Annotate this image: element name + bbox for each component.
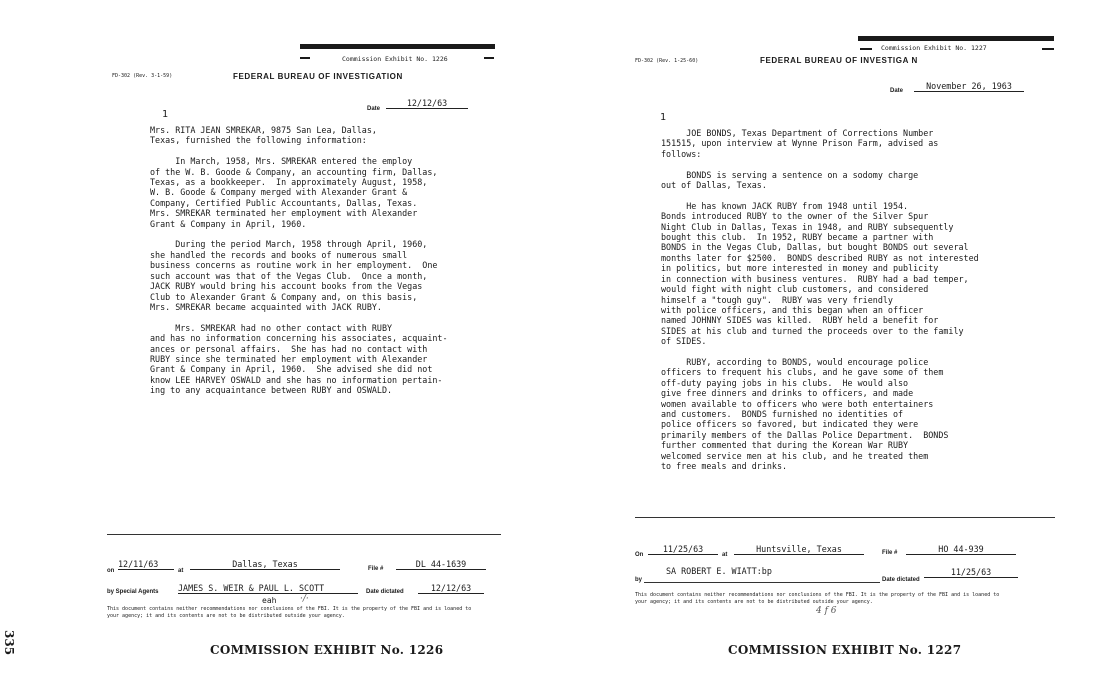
exhibit-footer-title: COMMISSION EXHIBIT No. 1227 — [728, 643, 962, 657]
date-label: Date — [367, 106, 381, 112]
dash-mark — [484, 57, 494, 59]
dash-mark — [1042, 48, 1054, 50]
report-body: JOE BONDS, Texas Department of Corrections Number 151515, upon interview at Wynne Prison Farm, advised as follows: BONDS is serving a sentence on a sodomy charge out of Dallas, Texas. He has known JACK RUBY from 1948 until 1954. Bonds introduced RUBY to the owner of the Silver Spur Night Club in Dallas, Texas in 1948, and RUBY subsequently bought this club. In 1952, RUBY became a partner with BONDS in the Vegas Club, Dallas, but bought BONDS out several months later for $2500. BONDS described RUBY as not interested in politics, but more interested in money and publicity in connection with business ventures. RUBY had a bad temper, would fight with night club customers, and considered himself a "tough guy". RUBY was very friendly with police officers, and this began when an officer named JOHNNY SIDES was killed. RUBY held a benefit for SIDES at his club and turned the proceeds over to the family of SIDES. RUBY, according to BONDS, would encourage police officers to frequent his clubs, and he gave some of them off-duty paying jobs in his clubs. He would also give free dinners and drinks to officers, and made women available to officers who were both entertainers and customers. BONDS furnished no identities of police officers so favored, but indicated they were primarily members of the Dallas Police Department. BONDS further commented that during the Korean War RUBY welcomed service men at his club, and he treated them to free meals and drinks. — [661, 128, 979, 471]
on-label: on — [107, 568, 115, 574]
exhibit-footer-title: COMMISSION EXHIBIT No. 1226 — [210, 643, 444, 657]
date-dictated: 11/25/63 — [924, 567, 1018, 578]
bureau-header: FEDERAL BUREAU OF INVESTIGATION — [233, 72, 403, 81]
separator-line — [635, 517, 1055, 518]
form-number: FD-302 (Rev. 1-25-60) — [635, 58, 699, 64]
disclaimer-line-2: your agency; it and its contents are not to be distributed outside your agency. — [635, 599, 873, 605]
report-date: 12/12/63 — [386, 98, 468, 109]
page-number: 335 — [2, 630, 16, 656]
exhibit-stamp: Commission Exhibit No. 1227 — [881, 44, 987, 52]
separator-line — [107, 534, 501, 535]
file-label: File # — [368, 566, 384, 572]
exhibit-stamp: Commission Exhibit No. 1226 — [342, 55, 448, 63]
date-dictated: 12/12/63 — [418, 583, 484, 594]
at-label: at — [722, 552, 728, 558]
file-number: HO 44-939 — [906, 544, 1016, 555]
interview-location: Dallas, Texas — [190, 559, 340, 570]
form-number: FD-302 (Rev. 3-1-59) — [112, 73, 173, 79]
agents-label: by — [635, 577, 643, 583]
redaction-bar — [858, 36, 1054, 41]
interview-date: 12/11/63 — [118, 559, 174, 570]
disclaimer-line-1: This document contains neither recommendations nor conclusions of the FBI. It is the property of the FBI and is loaned to — [107, 606, 472, 612]
handwritten-mark: ·/· — [300, 594, 309, 604]
date-dictated-label: Date dictated — [366, 589, 404, 595]
dash-mark — [860, 48, 872, 50]
special-agent: SA ROBERT E. WIATT:bp — [666, 566, 772, 576]
file-label: File # — [882, 550, 898, 556]
interview-date: 11/25/63 — [648, 544, 718, 555]
page-marker: 1 — [660, 112, 667, 123]
page-marker: 1 — [162, 109, 169, 120]
at-label: at — [178, 568, 184, 574]
file-number: DL 44-1639 — [396, 559, 486, 570]
handwritten-mark: 4 f 6 — [816, 606, 837, 616]
agent-initials: eah — [262, 596, 277, 605]
exhibit-1227-page — [548, 0, 1094, 691]
exhibit-1226-page — [0, 0, 540, 691]
agent-underline — [644, 582, 880, 583]
date-dictated-label: Date dictated — [882, 577, 920, 583]
interview-location: Huntsville, Texas — [734, 544, 864, 555]
report-body: Mrs. RITA JEAN SMREKAR, 9875 San Lea, Dallas, Texas, furnished the following information: In March, 1958, Mrs. SMREKAR entered the employ of the W. B. Goode & Company, an accounting firm, Dallas, Texas, as a bookkeeper. In approximately August, 1958, W. B. Goode & Company merged with Alexander Grant & Company, Certified Public Accountants, Dallas, Texas. Mrs. SMREKAR terminated her employment with Alexander Grant & Company in April, 1960. During the period March, 1958 through April, 1960, she handled the records and books of numerous small business concerns as routine work in her employment. One such account was that of the Vegas Club. Once a month, JACK RUBY would bring his account books from the Vegas Club to Alexander Grant & Company and, on this basis, Mrs. SMREKAR became acquainted with JACK RUBY. Mrs. SMREKAR had no other contact with RUBY and has no information concerning his associates, acquaint- ances or personal affairs. She has had no contact with RUBY since she terminated her employment with Alexander Grant & Company in April, 1960. She advised she did not know LEE HARVEY OSWALD and she has no information pertain- ing to any acquaintance between RUBY and OSWALD. — [150, 125, 448, 396]
disclaimer-line-1: This document contains neither recommendations nor conclusions of the FBI. It is the property of the FBI and is loaned to — [635, 592, 1000, 598]
date-label: Date — [890, 88, 904, 94]
dash-mark — [300, 57, 310, 59]
bureau-header: FEDERAL BUREAU OF INVESTIGA N — [760, 56, 918, 65]
agents-label: by Special Agents — [107, 589, 159, 595]
report-date: November 26, 1963 — [914, 81, 1024, 92]
on-label: On — [635, 552, 644, 558]
redaction-bar — [300, 44, 495, 49]
special-agents: JAMES S. WEIR & PAUL L. SCOTT — [178, 583, 358, 594]
disclaimer-line-2: your agency; it and its contents are not to be distributed outside your agency. — [107, 613, 345, 619]
